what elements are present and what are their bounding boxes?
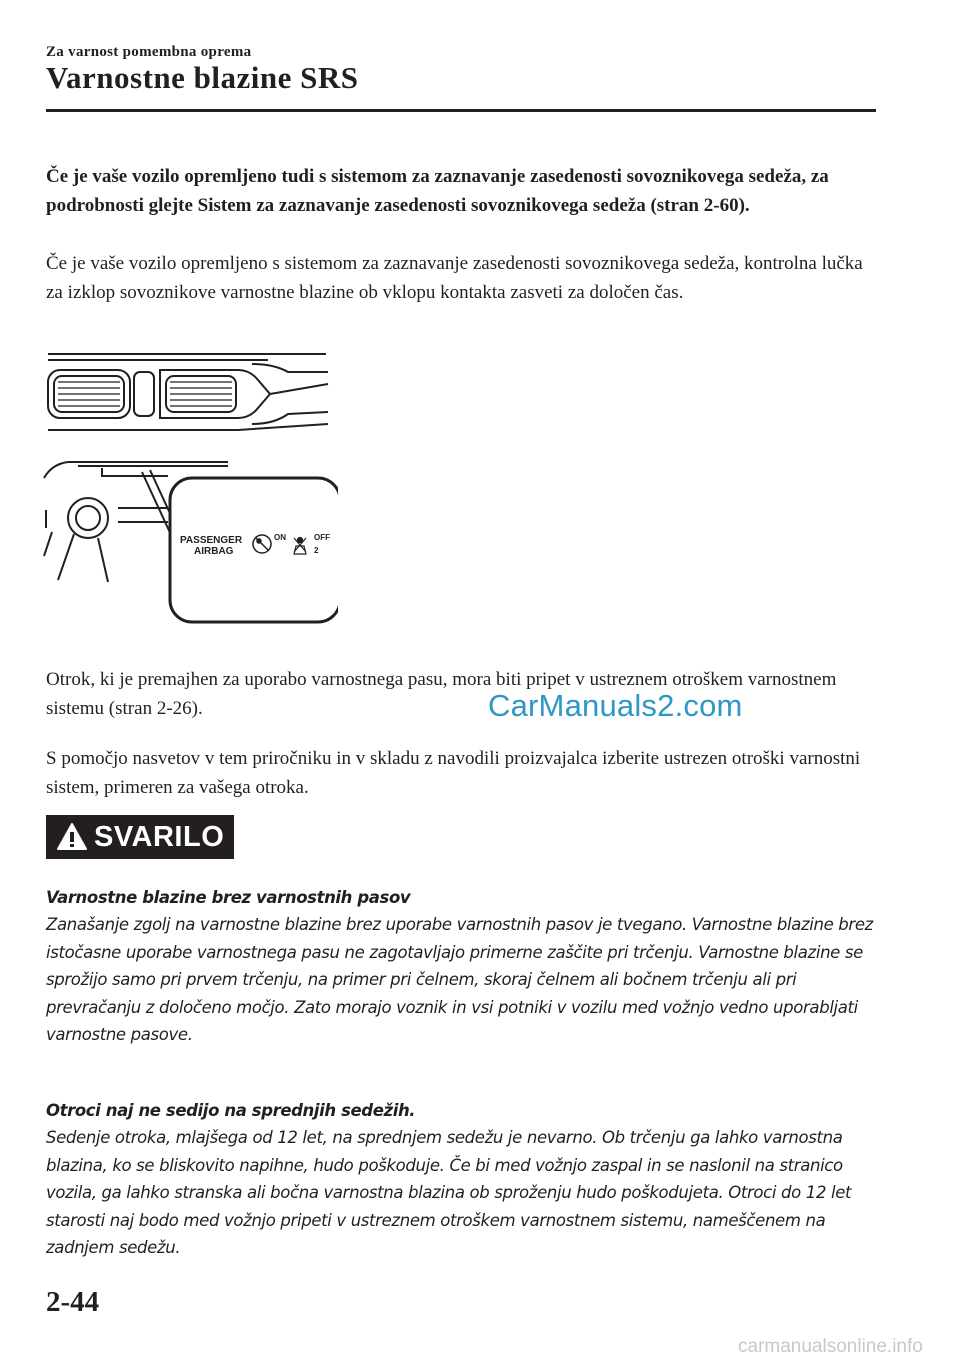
warning-text-children: Sedenje otroka, mlajšega od 12 let, na sprednjem sedežu je nevarno. Ob trčenju ga lahko varnostna blazina, ko se bliskovito napihne, hudo poškoduje. Če bi med vožnjo zaspal in se naslonil na stranico vozila, ga lahko stranska ali bočna varnostna blazina ob sproženju hudo poškodujeta. Otroci do 12 let starosti naj bodo med vožnjo pripeti v ustreznem otroškem varnostnem sistemu, nameščenem na zadnjem sedežu. bbox=[46, 1128, 852, 1257]
title-rule bbox=[46, 109, 876, 112]
section-label: Za varnost pomembna oprema bbox=[46, 44, 252, 60]
indicator-paragraph: Če je vaše vozilo opremljeno s sistemom za zaznavanje zasedenosti sovoznikovega sedeža, kontrolna lučka za izklop sovoznikove varnostne blazine ob vklopu kontakta zasveti za določen čas. bbox=[46, 253, 863, 303]
warning-label: SVARILO bbox=[94, 820, 225, 853]
warning-heading-seatbelts: Varnostne blazine brez varnostnih pasov bbox=[46, 888, 411, 907]
off-label: OFF bbox=[314, 533, 330, 542]
footer-site-watermark: carmanualsonline.info bbox=[738, 1336, 923, 1357]
on-label: ON bbox=[274, 533, 286, 542]
warning-badge bbox=[46, 815, 234, 859]
warning-triangle-icon bbox=[56, 822, 88, 852]
passenger-label: PASSENGER bbox=[180, 535, 243, 546]
passenger-airbag-indicator-figure bbox=[38, 350, 338, 632]
airbag-label: AIRBAG bbox=[194, 546, 234, 557]
warning-heading-children: Otroci naj ne sedijo na sprednjih sedežih. bbox=[46, 1101, 416, 1120]
page-title: Varnostne blazine SRS bbox=[46, 60, 359, 95]
off-sub-label: 2 bbox=[314, 546, 319, 555]
vent-slats bbox=[58, 382, 232, 406]
child-restraint-paragraph: Otrok, ki je premajhen za uporabo varnostnega pasu, mora biti pripet v ustreznem otroškem varnostnem sistemu (stran 2-26). bbox=[46, 669, 837, 719]
intro-note: Če je vaše vozilo opremljeno tudi s sistemom za zaznavanje zasedenosti sovoznikovega sedeža, za podrobnosti glejte Sistem za zaznavanje zasedenosti sovoznikovega sedeža (stran 2-60). bbox=[46, 166, 829, 216]
dashboard-outline bbox=[48, 354, 328, 430]
selection-advice-paragraph: S pomočjo nasvetov v tem priročniku in v skladu z navodili proizvajalca izberite ustrezen otroški varnostni sistem, primeren za vašega otroka. bbox=[46, 748, 861, 798]
page-number: 2-44 bbox=[46, 1286, 100, 1318]
watermark-logo: CarManuals2.com bbox=[488, 688, 743, 723]
warning-text-seatbelts: Zanašanje zgolj na varnostne blazine brez uporabe varnostnih pasov je tvegano. Varnostne blazine brez istočasne uporabe varnostnega pasu ne zagotavljajo primerne zaščite pri trčenju. Varnostne blazine se sprožijo samo pri prvem trčenju, na primer pri čelnem, skoraj čelnem ali bočnem trčenju ali pri prevračanju z določeno močjo. Zato morajo voznik in vsi potniki v vozilu med vožnjo vedno uporabljati varnostne pasove. bbox=[46, 915, 873, 1044]
